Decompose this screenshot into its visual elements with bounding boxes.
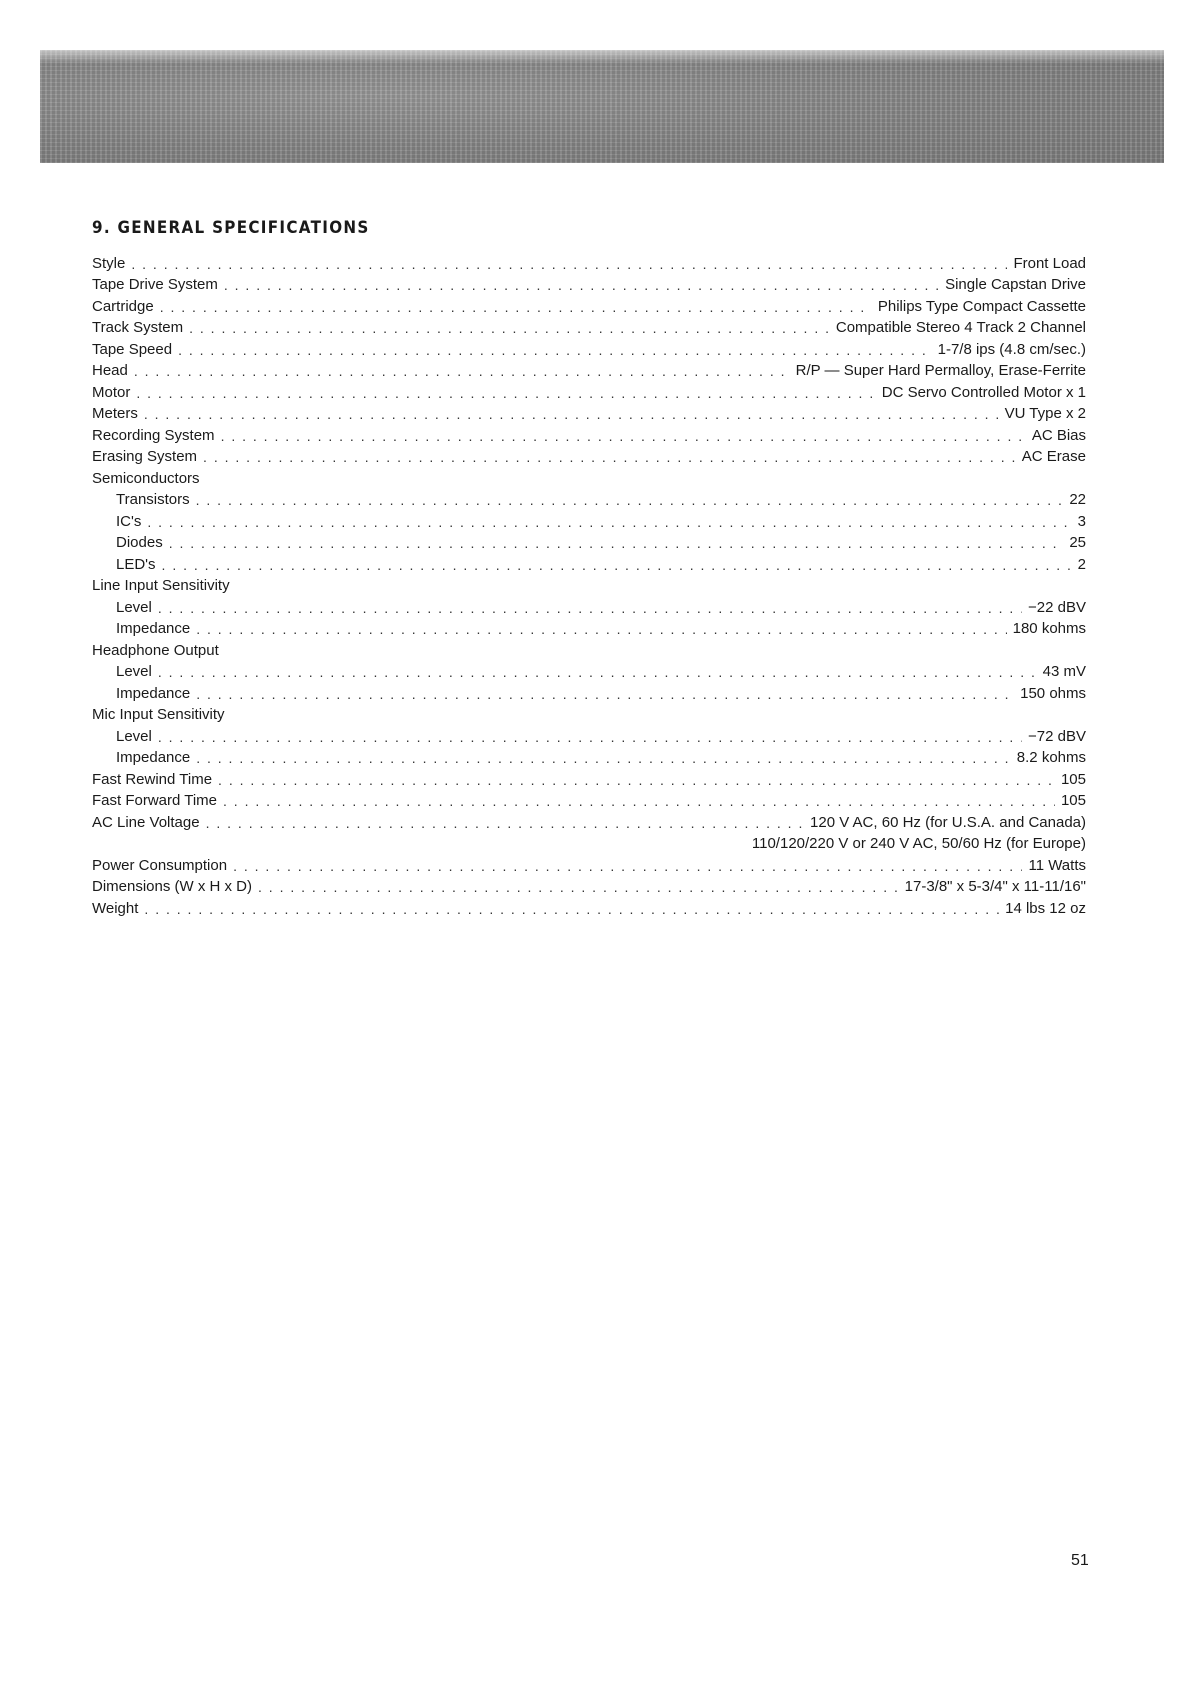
dot-leader [223,792,1055,810]
spec-value: −22 dBV [1028,598,1086,616]
spec-label: Fast Rewind Time [92,770,213,788]
spec-row [92,316,1086,338]
spec-value: 2 [1077,555,1086,573]
spec-row [92,724,1086,746]
dot-leader [134,362,790,380]
spec-label: Mic Input Sensitivity [92,706,225,723]
spec-value: 105 [1060,770,1086,788]
spec-label: Style [92,254,126,272]
spec-label: Transistors [116,491,190,508]
spec-row [92,488,1086,510]
spec-label: AC Line Voltage [92,813,200,831]
dot-leader [158,599,1022,617]
spec-value: 8.2 kohms [1016,749,1086,766]
spec-row [92,875,1086,897]
spec-value: 180 kohms [1012,620,1086,637]
dot-leader [233,857,1022,875]
spec-row [92,402,1086,424]
section-title: 9. GENERAL SPECIFICATIONS [92,218,370,237]
spec-label: Erasing System [92,448,198,465]
dot-leader [169,534,1064,552]
spec-row [92,617,1086,639]
spec-value: 11 Watts [1028,856,1086,874]
spec-row [92,746,1086,768]
spec-row [92,445,1086,467]
dot-leader [258,878,899,896]
spec-row [92,896,1086,918]
spec-row [92,423,1086,445]
dot-leader [196,749,1011,767]
spec-value: DC Servo Controlled Motor x 1 [881,383,1086,401]
spec-value: Philips Type Compact Cassette [877,297,1086,315]
spec-value: R/P — Super Hard Permalloy, Erase-Ferrite [795,362,1086,379]
spec-label: Impedance [116,749,191,766]
spec-label: Motor [92,383,131,401]
spec-row [92,337,1086,359]
dot-leader [196,685,1014,703]
spec-row [92,789,1086,811]
spec-value: VU Type x 2 [1004,405,1086,422]
spec-label: Dimensions (W x H x D) [92,878,253,895]
spec-label: Impedance [116,620,191,637]
spec-row [92,832,1086,854]
spec-row [92,810,1086,832]
dot-leader [136,384,875,402]
spec-row [92,380,1086,402]
spec-value: 43 mV [1042,663,1086,680]
dot-leader [158,663,1037,681]
spec-row [92,273,1086,295]
spec-group-heading [92,466,1086,488]
dot-leader [189,319,830,337]
spec-label: Line Input Sensitivity [92,577,230,594]
spec-label: Weight [92,899,139,917]
dot-leader [160,298,872,316]
spec-list [92,251,1086,918]
dot-leader [131,255,1007,273]
spec-group-heading [92,574,1086,596]
spec-label: Headphone Output [92,641,219,659]
spec-label: Head [92,362,128,379]
spec-value: 105 [1060,792,1086,809]
spec-label: Level [116,727,152,745]
dot-leader [218,771,1055,789]
spec-row [92,531,1086,553]
spec-label: Recording System [92,426,215,444]
spec-label: Power Consumption [92,856,228,874]
spec-label: Level [116,598,152,616]
dot-leader [144,405,999,423]
spec-value: AC Bias [1031,426,1086,444]
spec-value: 3 [1077,512,1086,530]
spec-row [92,595,1086,617]
spec-value: Front Load [1013,254,1086,272]
spec-group-heading [92,703,1086,725]
spec-value: 150 ohms [1020,684,1086,702]
spec-label: LED's [116,555,156,573]
spec-value: 14 lbs 12 oz [1005,899,1086,917]
spec-row [92,509,1086,531]
spec-value: 110/120/220 V or 240 V AC, 50/60 Hz (for Europe) [751,835,1086,852]
spec-value: 22 [1069,491,1086,508]
spec-row [92,251,1086,273]
dot-leader [178,341,932,359]
spec-group-heading [92,638,1086,660]
spec-value: −72 dBV [1028,727,1086,745]
spec-label: Tape Drive System [92,276,218,293]
spec-row [92,552,1086,574]
header-banner [40,50,1164,163]
dot-leader [224,276,939,294]
spec-label: Track System [92,319,184,336]
dot-leader [162,556,1072,574]
spec-row [92,681,1086,703]
spec-row [92,294,1086,316]
spec-value: Single Capstan Drive [945,276,1086,293]
spec-label: Tape Speed [92,340,173,358]
dot-leader [144,900,999,918]
dot-leader [206,814,804,832]
spec-label: Meters [92,405,138,422]
spec-row [92,359,1086,381]
spec-label: Fast Forward Time [92,792,218,809]
spec-value: 17-3/8" x 5-3/4" x 11-11/16" [904,878,1086,895]
spec-row [92,853,1086,875]
spec-label: Level [116,663,152,680]
spec-label: Impedance [116,684,191,702]
spec-row [92,767,1086,789]
spec-value: 25 [1069,534,1086,551]
spec-label: Cartridge [92,297,154,315]
spec-value: AC Erase [1021,448,1086,465]
spec-value: Compatible Stereo 4 Track 2 Channel [835,319,1086,336]
dot-leader [196,620,1006,638]
spec-value: 1-7/8 ips (4.8 cm/sec.) [937,340,1086,358]
dot-leader [203,448,1016,466]
dot-leader [147,513,1071,531]
spec-label: Semiconductors [92,469,200,487]
page-number: 51 [1071,1552,1089,1569]
spec-row [92,660,1086,682]
dot-leader [196,491,1064,509]
spec-label: Diodes [116,534,163,551]
dot-leader [221,427,1026,445]
spec-value: 120 V AC, 60 Hz (for U.S.A. and Canada) [810,813,1086,831]
dot-leader [158,728,1022,746]
spec-label: IC's [116,512,142,530]
